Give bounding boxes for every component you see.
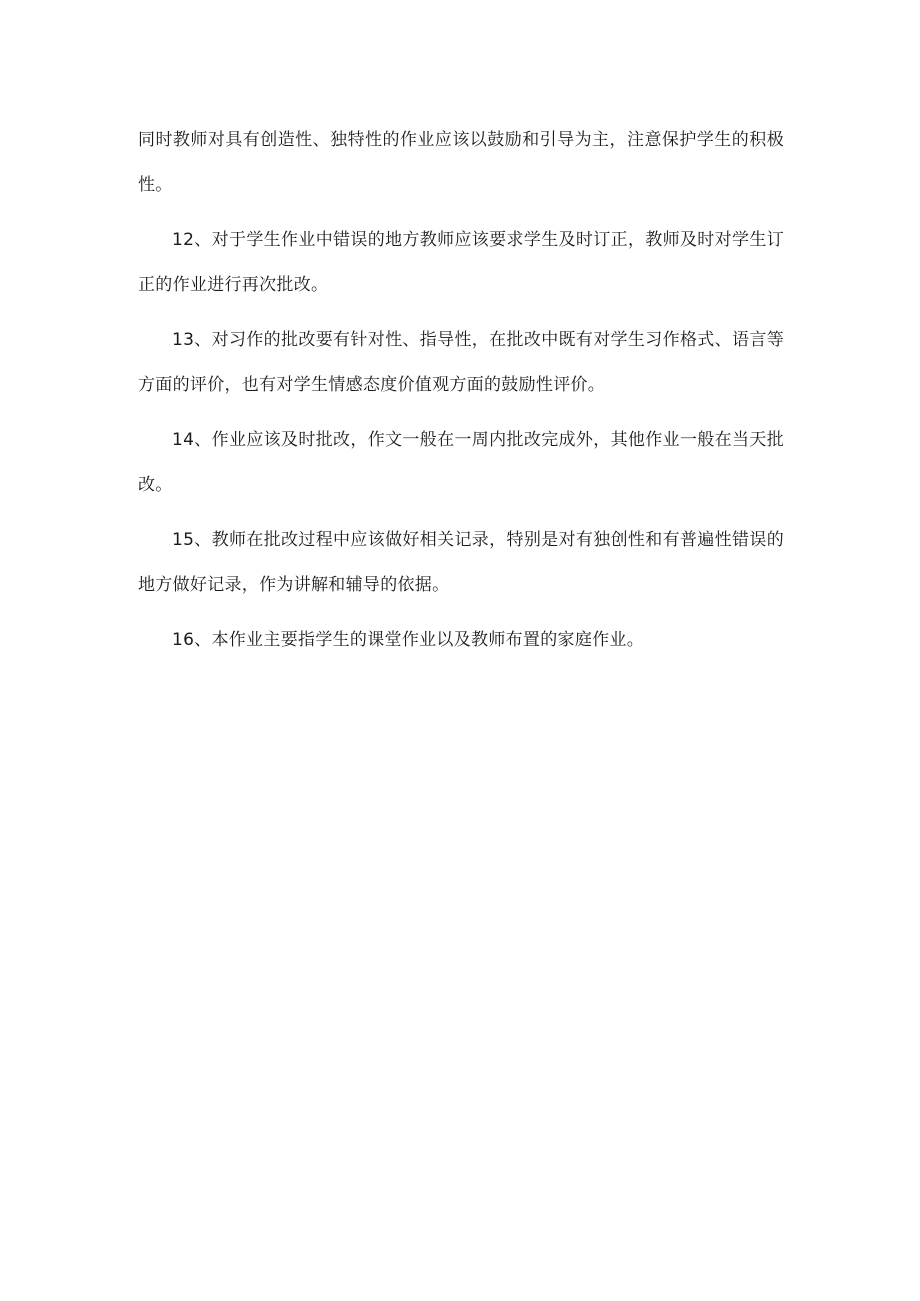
document-body [138, 118, 784, 673]
paragraph-item-13: 13、对习作的批改要有针对性、指导性，在批改中既有对学生习作格式、语言等方面的评价，也有对学生情感态度价值观方面的鼓励性评价。 [138, 330, 784, 395]
paragraph-item-14: 14、作业应该及时批改，作文一般在一周内批改完成外，其他作业一般在当天批改。 [138, 430, 784, 495]
paragraph-item-12: 12、对于学生作业中错误的地方教师应该要求学生及时订正，教师及时对学生订正的作业进行再次批改。 [138, 230, 784, 295]
paragraph-continuation: 同时教师对具有创造性、独特性的作业应该以鼓励和引导为主，注意保护学生的积极性。 [138, 130, 784, 195]
paragraph-item-15: 15、教师在批改过程中应该做好相关记录，特别是对有独创性和有普遍性错误的地方做好记录，作为讲解和辅导的依据。 [138, 530, 784, 595]
paragraph-item-16: 16、本作业主要指学生的课堂作业以及教师布置的家庭作业。 [172, 630, 645, 650]
